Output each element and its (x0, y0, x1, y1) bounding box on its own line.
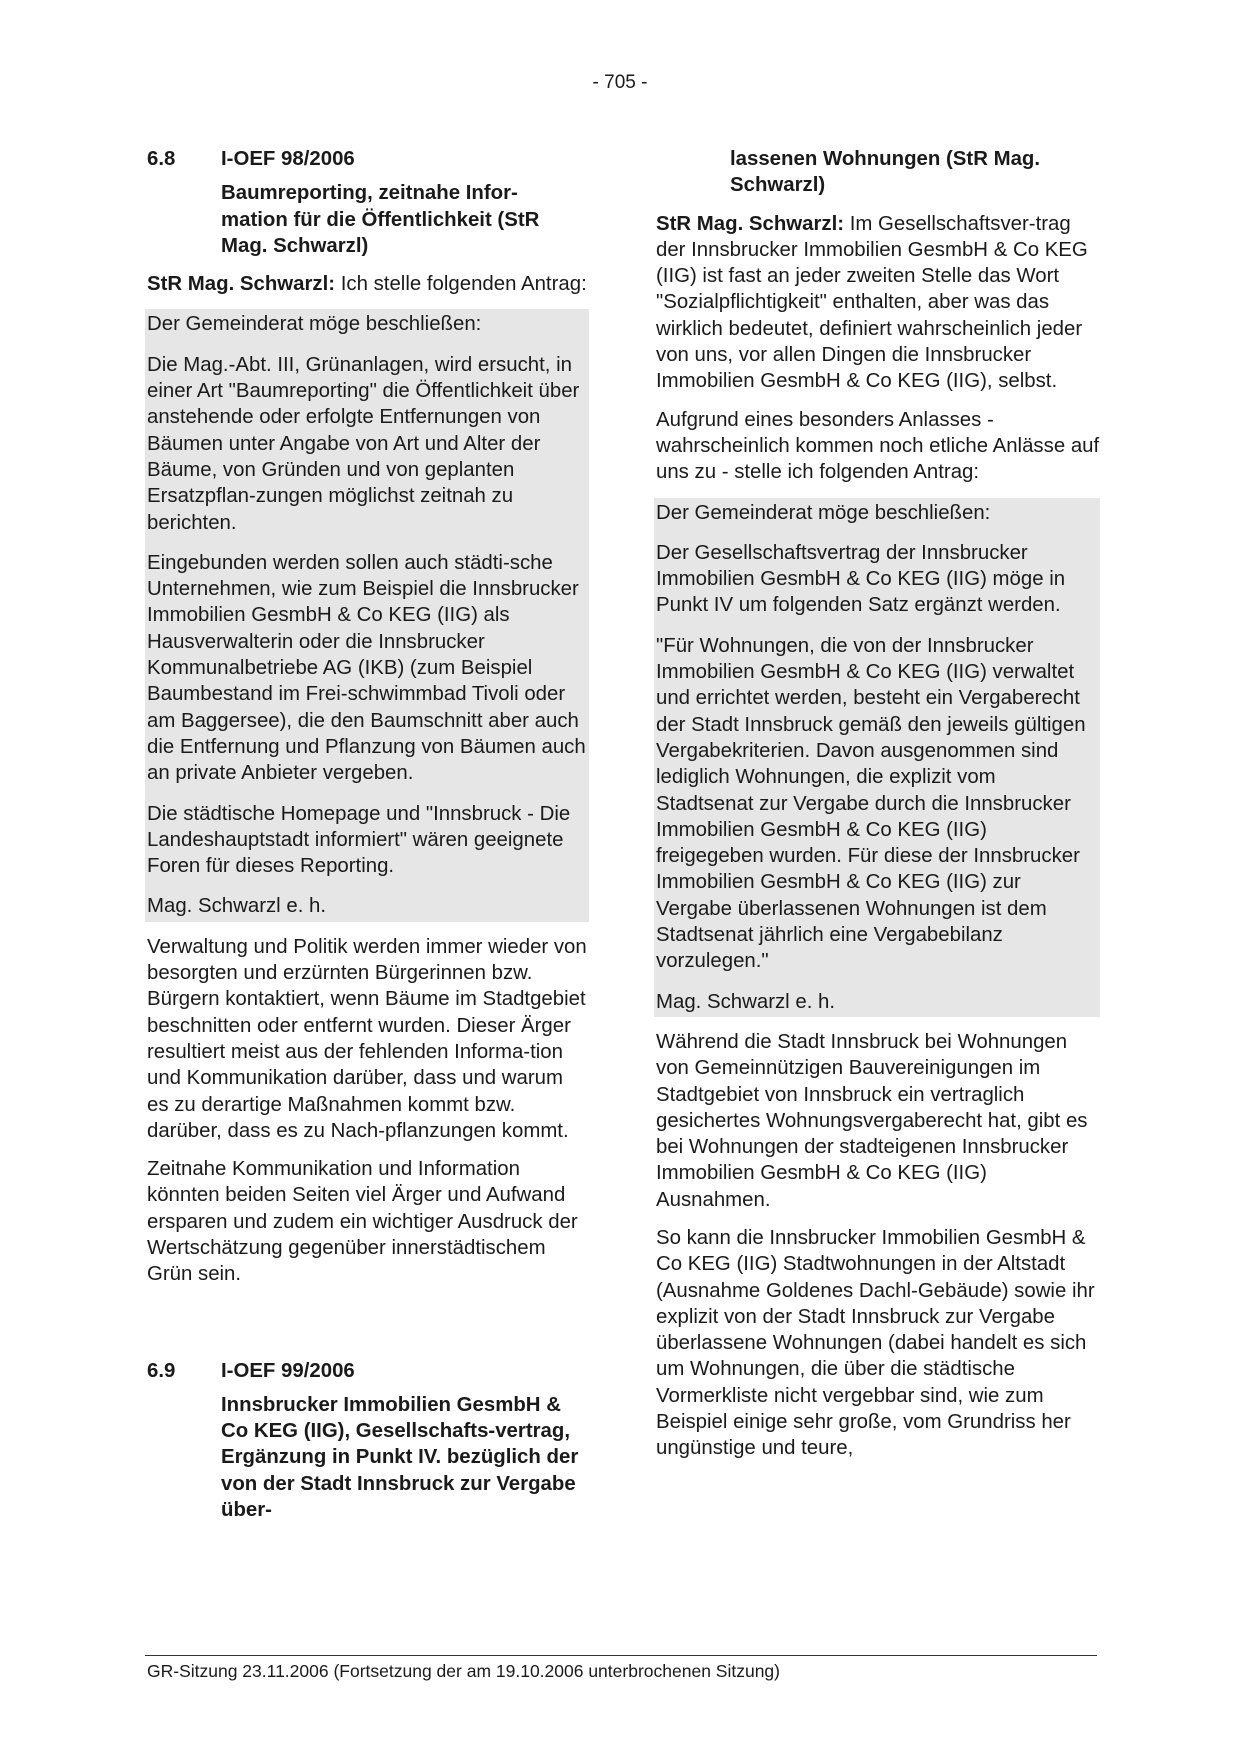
speaker-name: StR Mag. Schwarzl: (147, 273, 336, 296)
section-title: Innsbrucker Immobilien GesmbH & Co KEG (IIG), Gesellschafts-vertrag, Ergänzung in Punkt IV. bezüglich der von der Stadt Innsbruck zur Vergabe über- (221, 1393, 579, 1522)
section-id: I-OEF 99/2006 (221, 1359, 355, 1382)
motion-paragraph: Der Gesellschaftsvertrag der Innsbrucker Immobilien GesmbH & Co KEG (IIG) möge in Punkt IV um folgenden Satz ergänzt werden. (656, 541, 1066, 617)
body-paragraph: Aufgrund eines besonders Anlasses - wahrscheinlich kommen noch etliche Anlässe auf uns zu - stelle ich folgenden Antrag: (656, 408, 1100, 484)
body-paragraph: Verwaltung und Politik werden immer wieder von besorgten und erzürnten Bürgerinnen bzw. Bürgern kontaktiert, wenn Bäume im Stadtgebiet beschnitten oder entfernt wurden. Dieser Ärger resultiert meist aus der fehlenden Informa-tion und Kommunikation darüber, dass und warum es zu derartige Maßnahmen kommt bzw. darüber, dass es zu Nach-pflanzungen kommt. (147, 935, 587, 1142)
section-id: I-OEF 98/2006 (221, 148, 355, 170)
intro-paragraph (656, 211, 1100, 395)
section-title: Baumreporting, zeitnahe Infor-mation für die Öffentlichkeit (StR Mag. Schwarzl) (221, 182, 540, 257)
intro-paragraph (147, 271, 589, 297)
motion-paragraph: Eingebunden werden sollen auch städti-sche Unternehmen, wie zum Beispiel die Innsbrucker Immobilien GesmbH & Co KEG (IIG) als Hausverwalterin oder die Innsbrucker Kommunalbetriebe AG (IKB) (zum Beispiel Baumbestand im Frei-schwimmbad Tivoli oder am Baggersee), die den Baumschnitt aber auch die Entfernung und Pflanzung von Bäumen auch an private Anbieter vergeben. (147, 551, 586, 785)
motion-paragraph: "Für Wohnungen, die von der Innsbrucker Immobilien GesmbH & Co KEG (IIG) verwaltet und errichtet werden, besteht ein Vergaberecht der Stadt Innsbruck gemäß den jeweils gültigen Vergabekriterien. Davon ausgenommen sind lediglich Wohnungen, die explizit vom Stadtsenat zur Vergabe durch die Innsbrucker Immobilien GesmbH & Co KEG (IIG) freigegeben wurden. Für diese der Innsbrucker Immobilien GesmbH & Co KEG (IIG) zur Vergabe überlassenen Wohnungen ist dem Stadtsenat jährlich eine Vergabebilanz vorzulegen." (656, 634, 1086, 973)
body-paragraph: So kann die Innsbrucker Immobilien GesmbH & Co KEG (IIG) Stadtwohnungen in der Altstadt (Ausnahme Goldenes Dachl-Gebäude) sowie ihr explizit von der Stadt Innsbruck zur Vergabe überlassene Wohnungen (dabei handelt es sich um Wohnungen, die über die städtische Vormerkliste nicht vergebbar sind, wie zum Beispiel einige sehr große, vom Grundriss her ungünstige und teure, (656, 1226, 1095, 1460)
page-number: - 705 - (592, 72, 648, 93)
motion-paragraph: Die städtische Homepage und "Innsbruck - Die Landeshauptstadt informiert" wären geeignete Foren für dieses Reporting. (147, 802, 571, 878)
section-title-continued: lassenen Wohnungen (StR Mag. Schwarzl) (730, 148, 1041, 197)
section-number: 6.9 (147, 1359, 176, 1382)
section-6-8-heading (147, 146, 589, 172)
motion-box (145, 309, 589, 921)
section-number: 6.8 (147, 148, 176, 170)
left-column (147, 146, 589, 1523)
right-column (656, 146, 1100, 1462)
motion-paragraph: Die Mag.-Abt. III, Grünanlagen, wird ersucht, in einer Art "Baumreporting" die Öffentlichkeit über anstehende oder erfolgte Entfernungen von Bäumen unter Angabe von Art und Alter der Bäume, von Gründen und von geplanten Ersatzpflan-zungen möglichst zeitnah zu berichten. (147, 353, 580, 534)
motion-signature: Mag. Schwarzl e. h. (147, 895, 327, 918)
footer-divider (145, 1655, 1097, 1656)
intro-text: Ich stelle folgenden Antrag: (335, 273, 587, 296)
motion-paragraph: Der Gemeinderat möge beschließen: (656, 501, 991, 524)
body-paragraph: Während die Stadt Innsbruck bei Wohnungen von Gemeinnützigen Bauvereinigungen im Stadtgebiet von Innsbruck ein vertraglich gesichertes Wohnungsvergaberecht hat, gibt es bei Wohnungen der stadteigenen Innsbrucker Immobilien GesmbH & Co KEG (IIG) Ausnahmen. (656, 1030, 1088, 1211)
motion-box (654, 498, 1100, 1017)
body-paragraph: Zeitnahe Kommunikation und Information könnten beiden Seiten viel Ärger und Aufwand ersparen und zudem ein wichtiger Ausdruck der Wertschätzung gegenüber innerstädtischem Grün sein. (147, 1158, 578, 1286)
motion-paragraph: Der Gemeinderat möge beschließen: (147, 313, 482, 336)
speaker-name: StR Mag. Schwarzl: (656, 212, 845, 235)
intro-text: Im Gesellschaftsver-trag der Innsbrucker Immobilien GesmbH & Co KEG (IIG) ist fast an jeder zweiten Stelle das Wort "Sozialpflichtigkeit" enthalten, aber was das wirklich bedeutet, definiert wahrscheinlich jeder von uns, vor allen Dingen die Innsbrucker Immobilien GesmbH & Co KEG (IIG), selbst. (656, 212, 1088, 393)
footer-text: GR-Sitzung 23.11.2006 (Fortsetzung der am 19.10.2006 unterbrochenen Sitzung) (147, 1661, 780, 1681)
section-6-9-heading (147, 1358, 589, 1384)
motion-signature: Mag. Schwarzl e. h. (656, 990, 836, 1013)
